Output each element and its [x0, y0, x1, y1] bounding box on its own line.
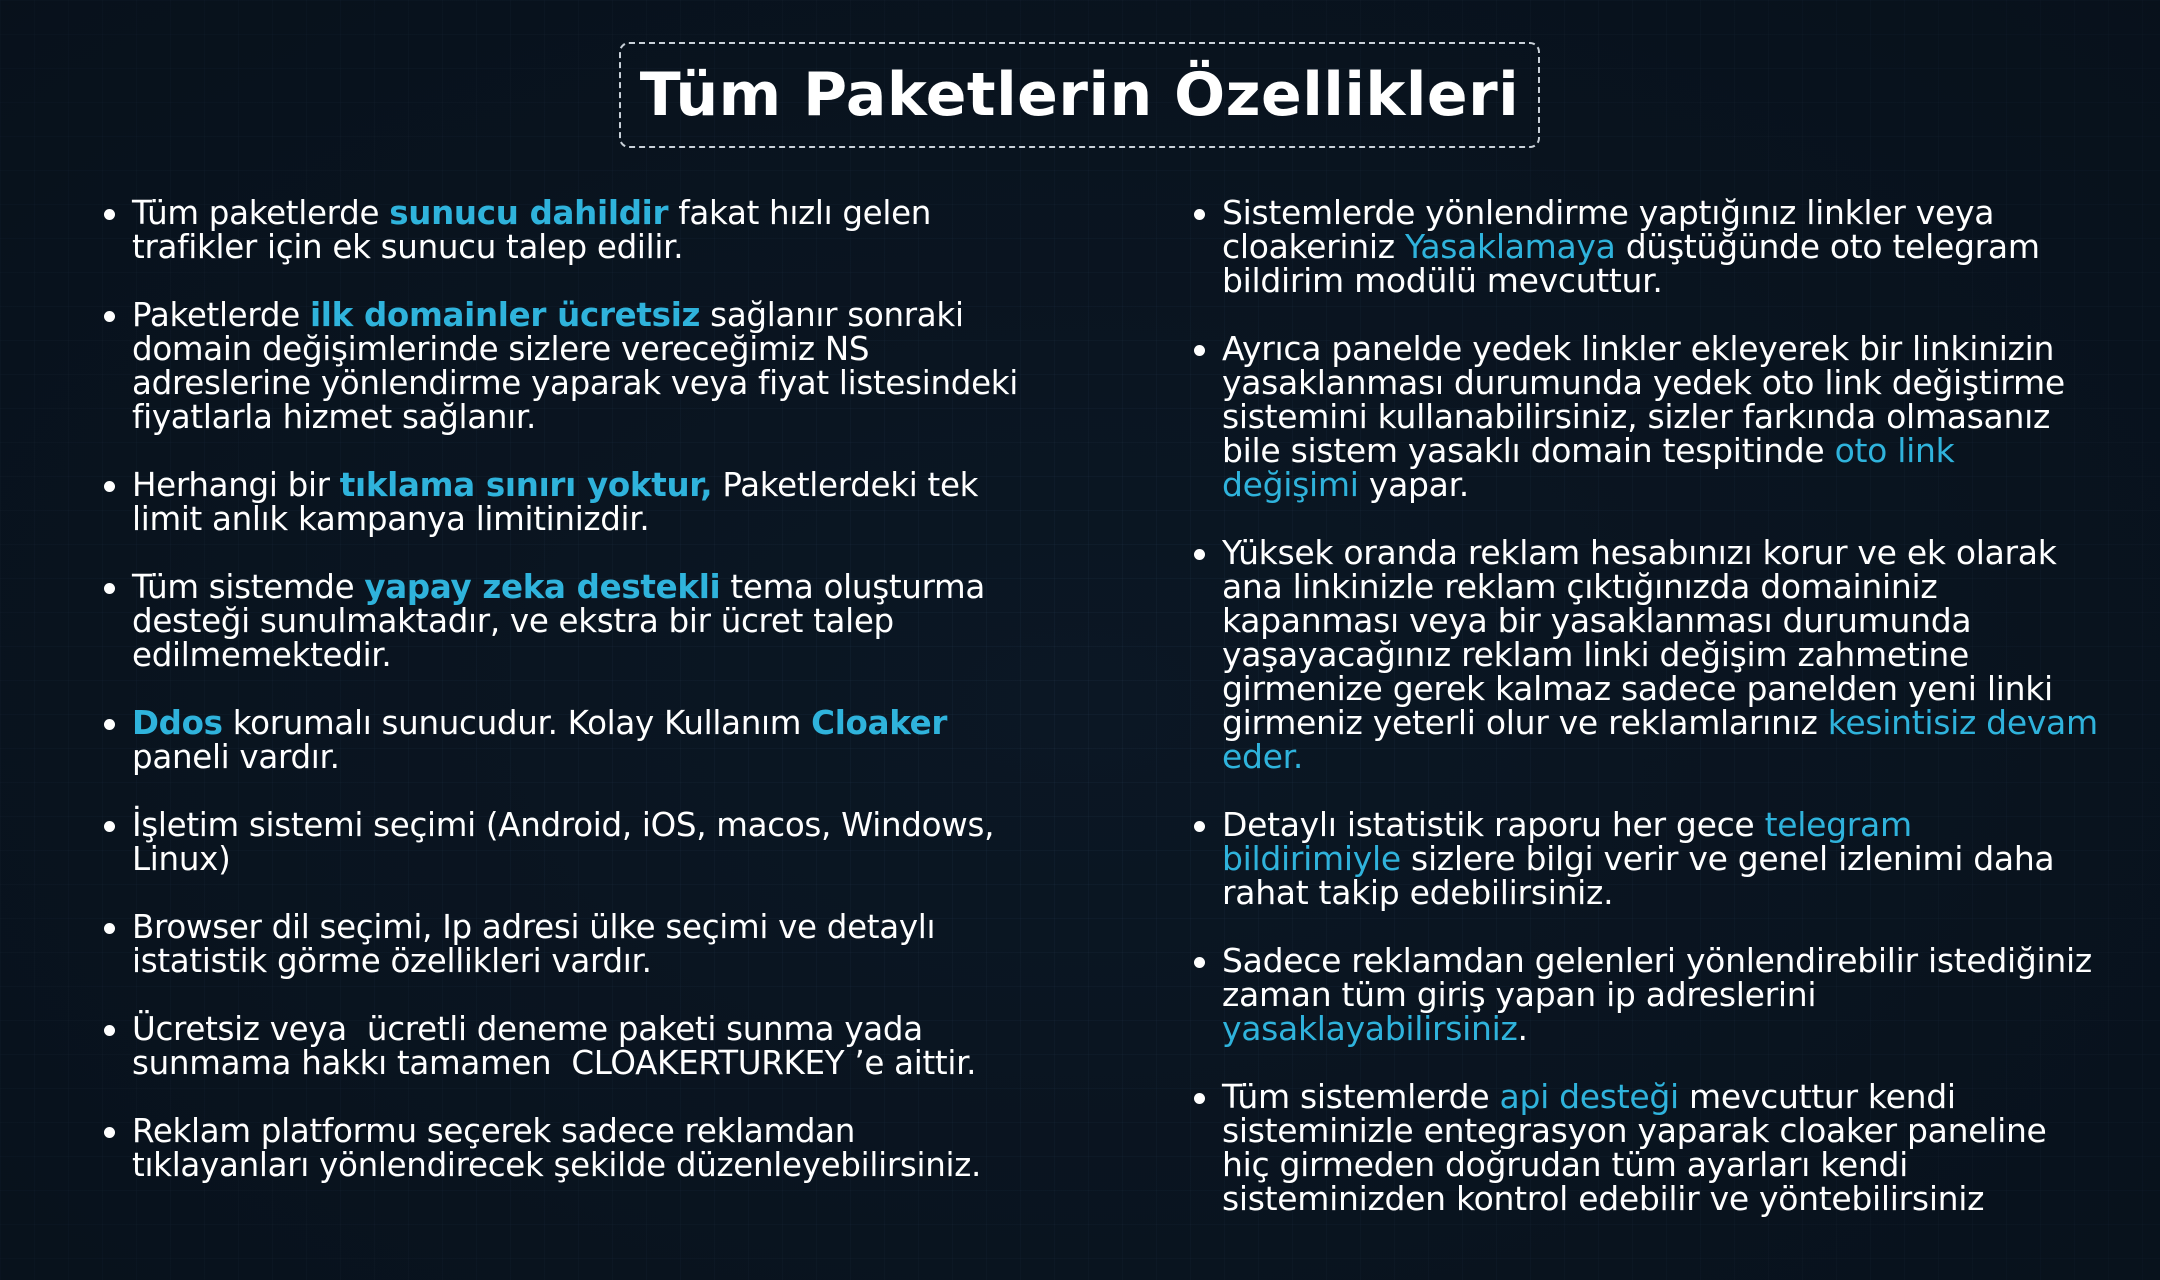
bullet-icon — [104, 821, 115, 832]
list-item — [100, 1114, 1020, 1182]
bullet-icon — [1194, 1093, 1205, 1104]
list-item — [1190, 533, 2100, 776]
list-item — [100, 468, 1020, 536]
item-text: Tüm sistemde — [132, 568, 365, 606]
item-highlight: sunucu dahildir — [389, 194, 669, 232]
list-item — [100, 808, 1020, 876]
item-text: İşletim sistemi seçimi (Android, iOS, macos, Windows, Linux) — [132, 806, 995, 878]
item-highlight: Yasaklamaya — [1405, 227, 1616, 266]
bullet-icon — [104, 583, 115, 594]
item-text: korumalı sunucudur. Kolay Kullanım — [222, 704, 812, 742]
item-text: Tüm paketlerde — [132, 194, 390, 232]
item-text: sağlanır sonraki domain değişimlerinde sizlere vereceğimiz NS adreslerine yönlendirme yaparak veya fiyat listesindeki fiyatlarla hizmet sağlanır. — [132, 296, 1019, 436]
item-text: Tüm sistemlerde — [1222, 1077, 1500, 1116]
item-highlight: kesintisiz devam eder. — [1222, 703, 2098, 776]
item-highlight: Cloaker — [811, 704, 948, 742]
bullet-icon — [104, 1127, 115, 1138]
item-text: sizlere bilgi verir ve genel izlenimi daha rahat takip edebilirsiniz. — [1222, 839, 2055, 912]
bullet-icon — [104, 719, 115, 730]
item-highlight: api desteği — [1499, 1077, 1679, 1116]
list-item — [100, 1012, 1020, 1080]
item-highlight: oto link değişimi — [1222, 431, 1955, 504]
item-highlight: Ddos — [132, 704, 223, 742]
page-title: Tüm Paketlerin Özellikleri — [639, 60, 1520, 130]
title-frame — [619, 42, 1540, 148]
right-feature-list — [1190, 193, 2100, 1250]
bullet-icon — [1194, 549, 1205, 560]
item-text: paneli vardır. — [132, 738, 340, 776]
list-item — [100, 298, 1020, 434]
bullet-icon — [1194, 957, 1205, 968]
list-item — [1190, 329, 2100, 504]
item-text: Detaylı istatistik raporu her gece — [1222, 805, 1765, 844]
item-text: Herhangi bir — [132, 466, 340, 504]
list-item — [100, 570, 1020, 672]
item-text: fakat hızlı gelen trafikler için ek sunucu talep edilir. — [132, 194, 932, 266]
item-text: yapar. — [1358, 465, 1469, 504]
item-text: Reklam platformu seçerek sadece reklamdan tıklayanları yönlendirecek şekilde düzenleyebilirsiniz. — [132, 1112, 982, 1184]
list-item — [1190, 1077, 2100, 1218]
item-text: tema oluşturma desteği sunulmaktadır, ve ekstra bir ücret talep edilmemektedir. — [132, 568, 986, 674]
list-item — [1190, 193, 2100, 300]
list-item — [1190, 805, 2100, 912]
item-highlight: telegram bildirimiyle — [1222, 805, 1912, 878]
item-text: Sistemlerde yönlendirme yaptığınız linkler veya cloakeriniz — [1222, 193, 1995, 266]
item-text: Yüksek oranda reklam hesabınızı korur ve ek olarak ana linkinizle reklam çıktığınızda domaininiz kapanması veya bir yasaklanması durumunda yaşayacağınız reklam linki değişim zahmetine girmenize gerek kalmaz sadece panelden yeni linki girmeniz yeterli olur ve reklamlarınız — [1222, 533, 2057, 742]
list-item — [1190, 941, 2100, 1048]
bullet-icon — [1194, 821, 1205, 832]
list-item — [100, 706, 1020, 774]
item-text: Ücretsiz veya ücretli deneme paketi sunma yada sunmama hakkı tamamen CLOAKERTURKEY ’e aittir. — [132, 1010, 977, 1082]
item-highlight: ilk domainler ücretsiz — [309, 296, 701, 334]
item-text: Sadece reklamdan gelenleri yönlendirebilir istediğiniz zaman tüm giriş yapan ip adreslerini — [1222, 941, 2092, 1014]
item-text: Ayrıca panelde yedek linkler ekleyerek bir linkinizin yasaklanması durumunda yedek oto link değiştirme sistemini kullanabilirsiniz, sizler farkında olmasanız bile sistem yasaklı domain tespitinde — [1222, 329, 2065, 470]
item-text: mevcuttur kendi sisteminizle entegrasyon yaparak cloaker paneline hiç girmeden doğrudan tüm ayarları kendi sisteminizden kontrol edebilir ve yöntebilirsiniz — [1222, 1077, 2047, 1218]
item-text: Browser dil seçimi, Ip adresi ülke seçimi ve detaylı istatistik görme özellikleri vardır. — [132, 908, 936, 980]
list-item — [100, 196, 1020, 264]
item-text: düştüğünde oto telegram bildirim modülü mevcuttur. — [1222, 227, 2040, 300]
bullet-icon — [1194, 345, 1205, 356]
item-highlight: yasaklayabilirsiniz — [1222, 1009, 1518, 1048]
item-highlight: tıklama sınırı yoktur, — [339, 466, 713, 504]
bullet-icon — [104, 209, 115, 220]
bullet-icon — [104, 1025, 115, 1036]
bullet-icon — [1194, 209, 1205, 220]
bullet-icon — [104, 923, 115, 934]
list-item — [100, 910, 1020, 978]
item-highlight: yapay zeka destekli — [364, 568, 721, 606]
left-feature-list — [100, 196, 1020, 1216]
item-text: Paketlerde — [132, 296, 310, 334]
bullet-icon — [104, 311, 115, 322]
item-text: Paketlerdeki tek limit anlık kampanya limitinizdir. — [132, 466, 979, 538]
bullet-icon — [104, 481, 115, 492]
item-text: . — [1517, 1009, 1528, 1048]
